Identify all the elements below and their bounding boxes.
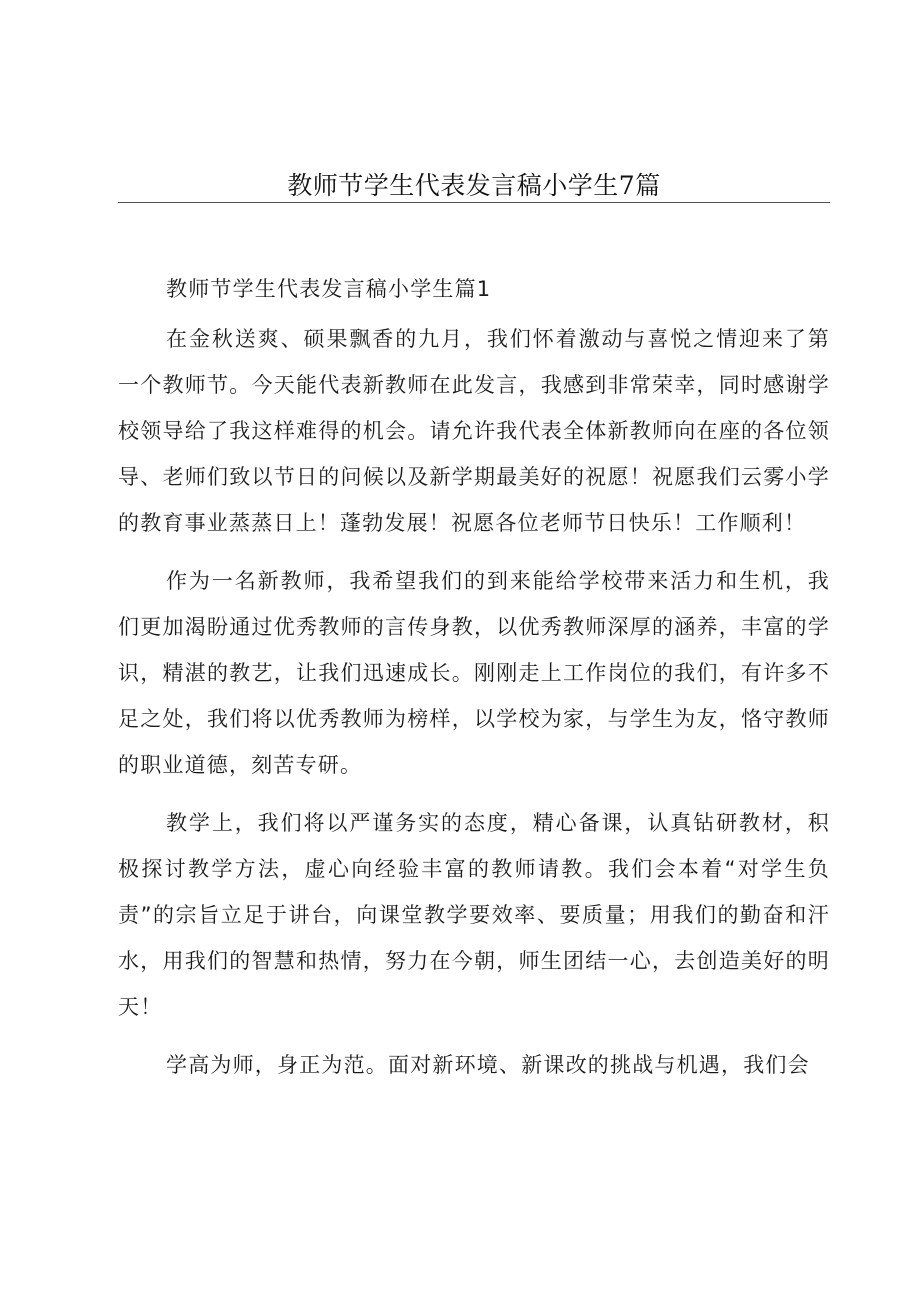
- document-title: 教师节学生代表发言稿小学生7篇: [287, 171, 661, 200]
- title-underline: [118, 202, 830, 203]
- paragraph-2: 作为一名新教师，我希望我们的到来能给学校带来活力和生机，我们更加渴盼通过优秀教师的言传身教，以优秀教师深厚的涵养，丰富的学识，精湛的教艺，让我们迅速成长。刚刚走上工作岗位的我们，有许多不足之处，我们将以优秀教师为榜样，以学校为家，与学生为友，恪守教师的职业道德，刻苦专研。: [118, 569, 830, 777]
- paragraph-4: 学高为师，身正为范。面对新环境、新课改的挑战与机遇，我们会: [166, 1053, 810, 1077]
- paragraph-3: 教学上，我们将以严谨务实的态度，精心备课，认真钻研教材，积极探讨教学方法，虚心向经验丰富的教师请教。我们会本着“对学生负责”的宗旨立足于讲台，向课堂教学要效率、要质量；用我们的勤奋和汗水，用我们的智慧和热情，努力在今朝，师生团结一心，去创造美好的明天！: [118, 811, 830, 1019]
- document-body: [118, 266, 830, 1100]
- paragraph-1: 在金秋送爽、硕果飘香的九月，我们怀着激动与喜悦之情迎来了第一个教师节。今天能代表新教师在此发言，我感到非常荣幸，同时感谢学校领导给了我这样难得的机会。请允许我代表全体新教师向在座的各位领导、老师们致以节日的问候以及新学期最美好的祝愿！祝愿我们云雾小学的教育事业蒸蒸日上！蓬勃发展！祝愿各位老师节日快乐！工作顺利！: [118, 327, 830, 535]
- section-heading: 教师节学生代表发言稿小学生篇1: [166, 277, 492, 301]
